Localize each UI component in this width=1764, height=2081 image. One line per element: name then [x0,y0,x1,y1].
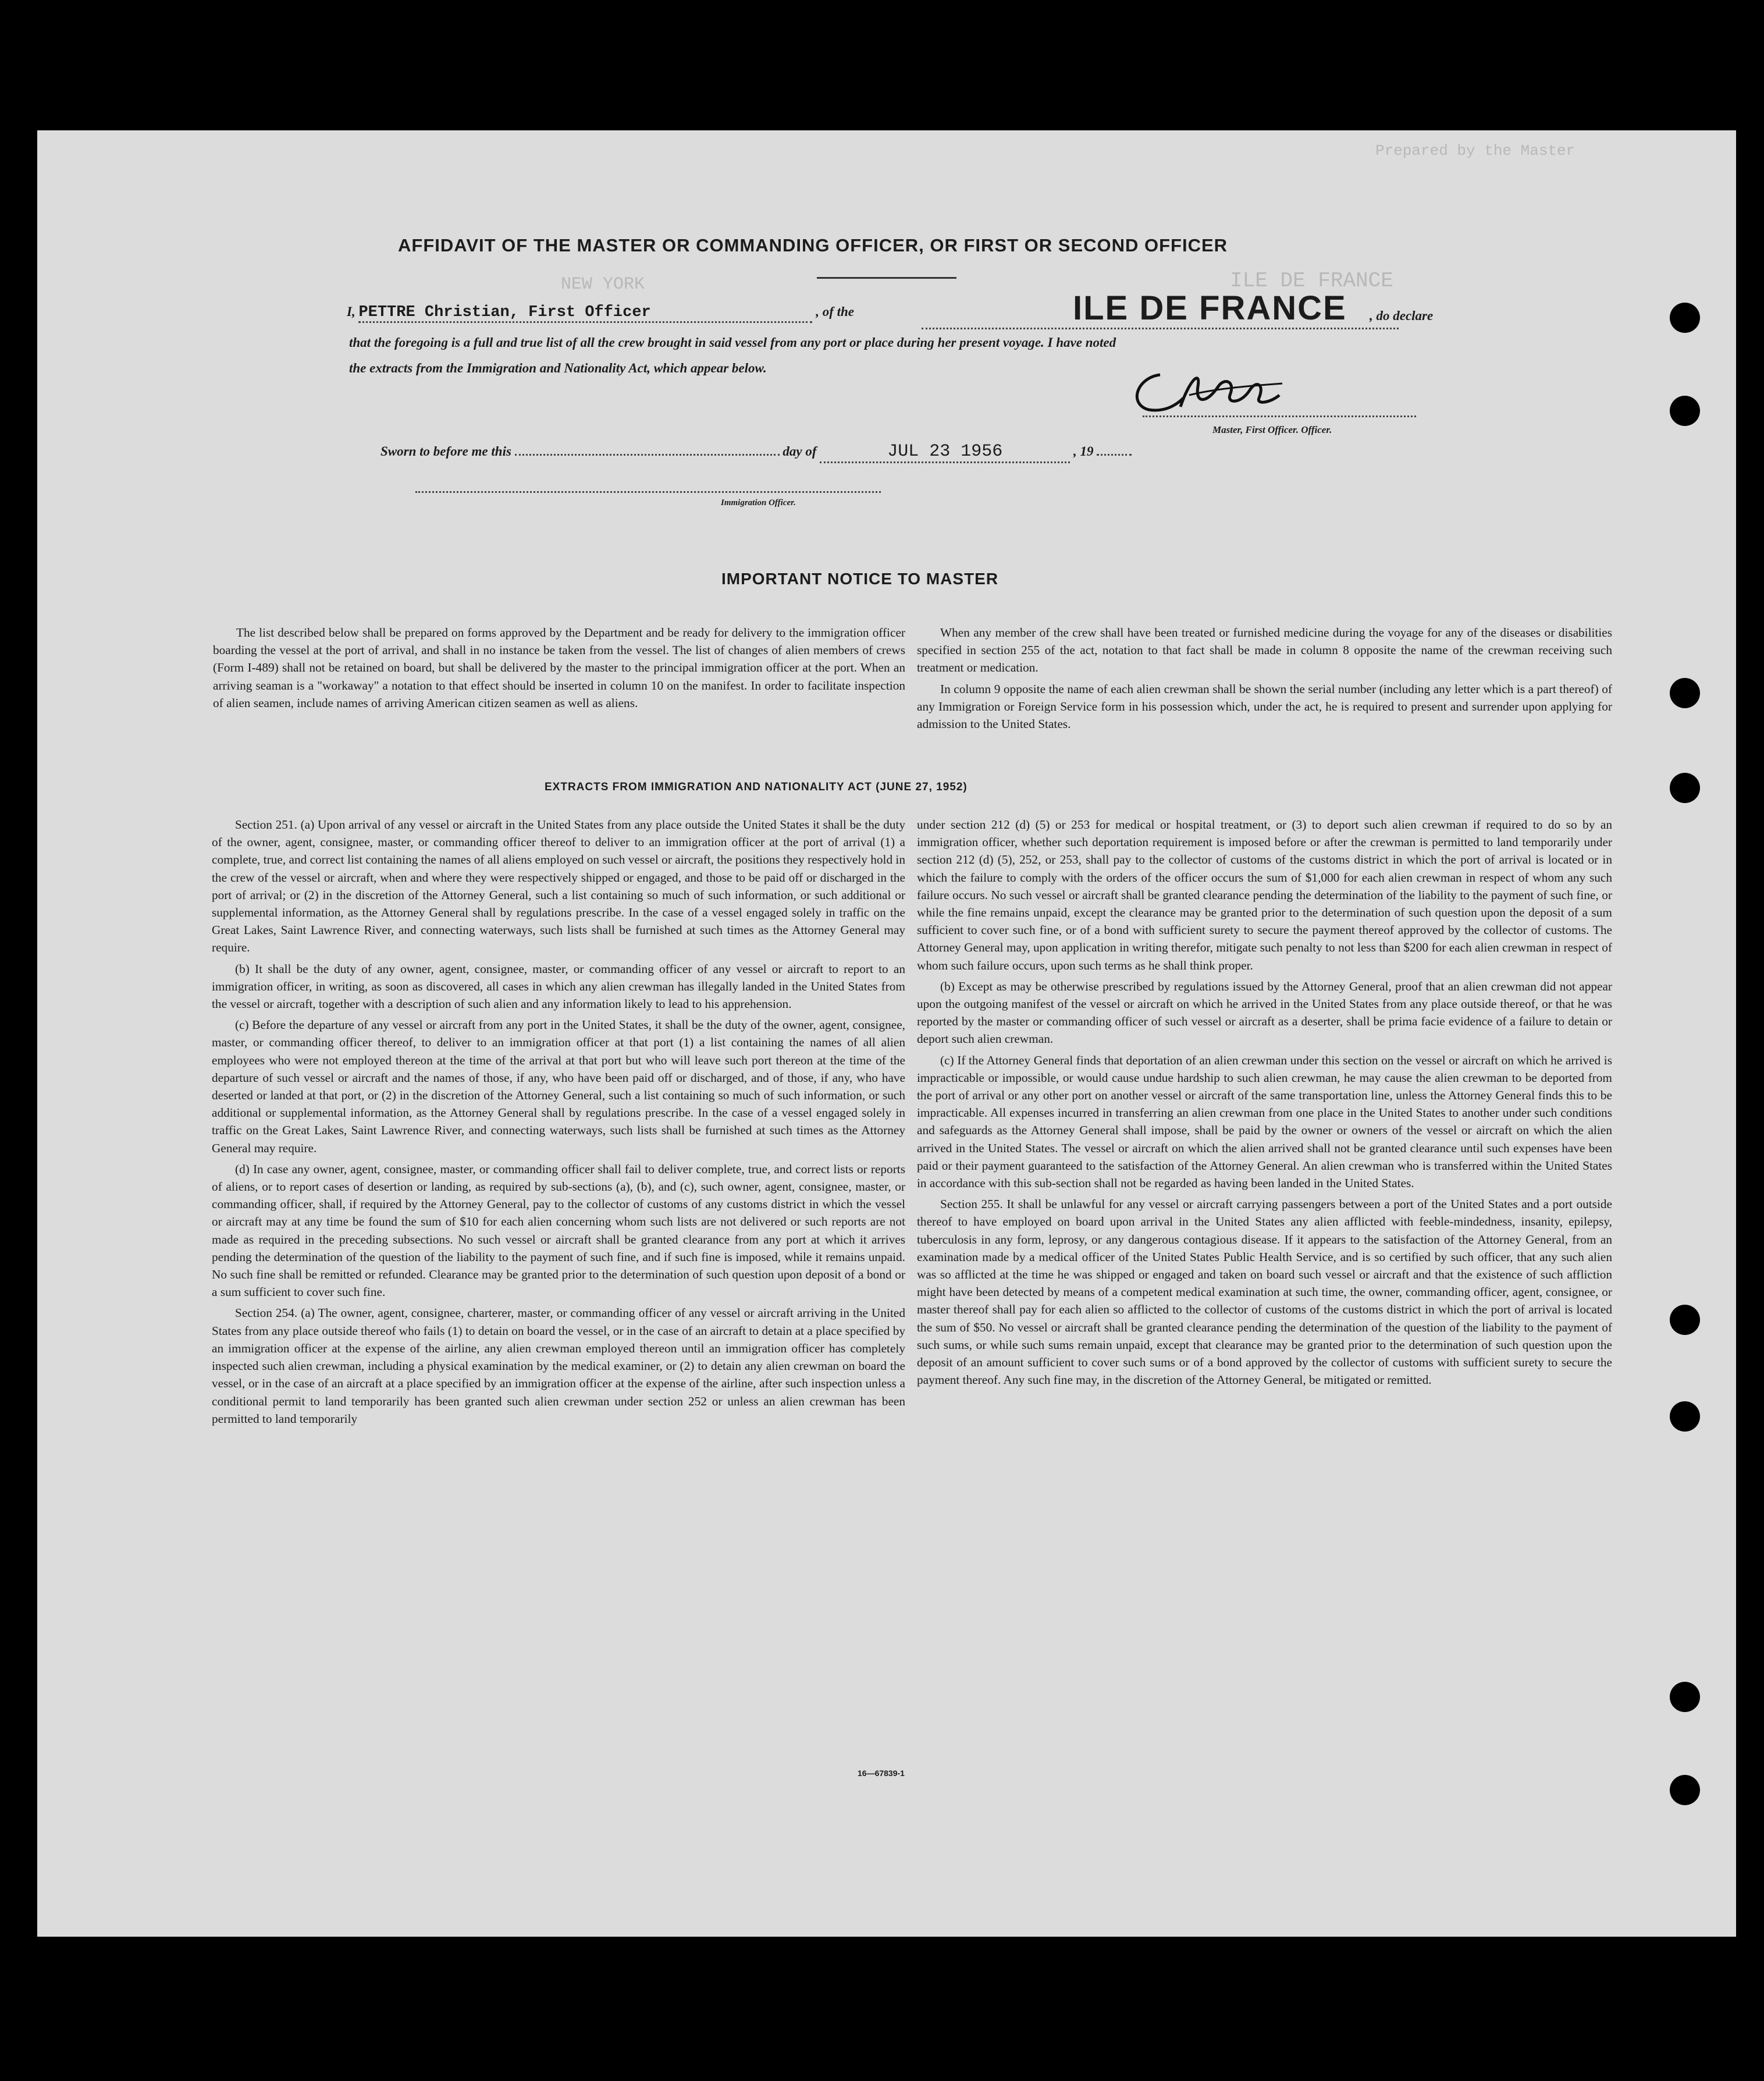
declaration-line-3: the extracts from the Immigration and Nationality Act, which appear below. [349,361,767,375]
extract-right-paragraph: Section 255. It shall be unlawful for any vessel or aircraft carrying passengers between a port of the United States and a port outside thereof to have employed on board upon arrival in the United States any alien afflicted with feeble-mindedness, insanity, epilepsy, tuberculosis in any form, leprosy, or any dangerous contagious disease. If it appears to the satisfaction of the Attorney General, from an examination made by a medical officer of the United States Public Health Service, and is so certified by such officer, that any such alien was so afflicted at the time he was shipped or engaged and taken on board such vessel or aircraft and that the existence of such affliction might have been detected by means of a competent medical examination at such time, the owner, commanding officer, agent, consignee, or master thereof shall pay for each alien so afflicted to the collector of customs of the customs district in which the port of arrival is located the sum of $50. No vessel or aircraft shall be granted clearance pending the determination of the question of the liability to the payment of such sums, or while such sums remain unpaid, except that clearance may be granted prior to the determination of such question upon the deposit of an amount sufficient to cover such sums or of a bond approved by the collector of customs with sufficient surety to secure the payment thereof. Any such fine may, in the discretion of the Attorney General, be mitigated or remitted. [917,1197,1612,1387]
immigration-officer-label: Immigration Officer. [721,498,796,507]
binder-hole [1670,1682,1700,1712]
immigration-officer-line [415,491,881,493]
document-sheet [37,130,1736,1937]
officer-signature [1125,363,1300,427]
extract-left-paragraph: Section 254. (a) The owner, agent, consignee, charterer, master, or commanding officer of any vessel or aircraft arriving in the United States from any place outside thereof who fails (1) to detain on board the vessel, or in the case of an aircraft to detain at a place specified by an immigration officer at the expense of the airline, any alien crewman employed thereon until an immigration officer has completely inspected such alien crewman, including a physical examination by the medical examiner, or (2) to detain any alien crewman on board the vessel, or in the case of an aircraft at a place specified by an immigration officer at the expense of the airline, after such inspection unless a conditional permit to land temporarily has been granted such alien crewman under section 252 or unless an alien crewman has been permitted to land temporarily [212,1306,905,1426]
extract-right-paragraph: (c) If the Attorney General finds that deportation of an alien crewman under this section on the vessel or aircraft on which he arrived is impracticable or impossible, or would cause undue hardship to such alien crewman, he may cause the alien crewman to be deported from the port of arrival or any other port on another vessel or aircraft of the same transportation line, unless the Attorney General finds this to be impracticable. All expenses incurred in transferring an alien crewman from one place in the United States to another under such conditions and safeguards as the Attorney General shall impose, shall be paid by the owner or owners of the vessel or aircraft on which the alien arrived in the United States. The vessel or aircraft on which the alien arrived shall not be granted clearance until such expenses have been paid or their payment guaranteed to the satisfaction of the Attorney General. An alien crewman who is transferred within the United States in accordance with this sub-section shall not be regarded as having been landed in the United States. [917,1053,1612,1191]
binder-hole [1670,678,1700,708]
form-number: 16—67839-1 [858,1769,905,1778]
day-of-label: day of [783,444,817,459]
extract-left-paragraph: (d) In case any owner, agent, consignee, master, or commanding officer shall fail to deliver complete, true, and correct lists or reports of aliens, or to report cases of desertion or landing, as required by sub-sections (a), (b), and (c), such owner, agent, consignee, master, or commanding officer, shall, if required by the Attorney General, pay to the collector of customs of any customs district in which the vessel or aircraft may at any time be found the sum of $10 for each alien concerning whom such lists are not delivered or such reports are not made as required in the preceding subsections. No such vessel or aircraft shall be granted clearance from any port at which it arrives pending the determination of the question of the liability to the payment of such fine, and if such fine is imposed, while it remains unpaid. No such fine shall be remitted or refunded. Clearance may be granted prior to the determination of such question upon deposit of a bond or a sum sufficient to cover such fine. [212,1162,905,1299]
bleed-through-ny: NEW YORK [561,275,645,294]
binder-hole [1670,396,1700,426]
declaration-line-2: that the foregoing is a full and true list of all the crew brought in said vessel from any port or place during her present voyage. I have noted [349,335,1116,350]
sworn-date: JUL 23 1956 [887,442,1003,461]
extract-left-paragraph: (b) It shall be the duty of any owner, agent, consignee, master, or commanding officer of any vessel or aircraft to report to an immigration officer, in writing, as soon as discovered, all cases in which any alien crewman has illegally landed in the United States from the vessel or aircraft, together with a description of such alien and any information likely to lead to his apprehension. [212,961,905,1011]
extracts-left-column [212,816,905,1431]
title-underline [817,277,956,279]
extract-right-paragraph: (b) Except as may be otherwise prescribed by regulations issued by the Attorney General, proof that an alien crewman did not appear upon the outgoing manifest of the vessel or aircraft on which he arrived in the United States from any place outside thereof, or that he was reported by the master or commanding officer of such vessel or aircraft as a deserter, shall be prima facie evidence of a failure to detain or deport such alien crewman. [917,979,1612,1046]
signature-title: Master, First Officer. Officer. [1212,424,1332,435]
notice-right-paragraph-2: In column 9 opposite the name of each alien crewman shall be shown the serial number (including any letter which is a part thereof) of any Immigration or Foreign Service form in his possession which, under the act, he is required to present and surrender upon applying for admission to the United States. [917,681,1612,731]
signature-line [1143,416,1416,417]
notice-left-column [213,624,905,715]
declaration-line-1 [347,304,854,323]
do-declare-label: , do declare [1370,308,1434,323]
of-the-label: , of the [816,304,855,319]
bleed-through-ship: ILE DE FRANCE [1230,269,1393,293]
extract-left-paragraph: Section 251. (a) Upon arrival of any vessel or aircraft in the United States from any place outside the United States it shall be the duty of the owner, agent, consignee, master, or commanding officer thereof to deliver to an immigration officer at the port of arrival (1) a complete, true, and correct list containing the names of all aliens employed on such vessel or aircraft, the positions they respectively hold in the crew of the vessel or aircraft, when and where they were respectively shipped or engaged, and those to be paid off or discharged in the port of arrival; or (2) in the discretion of the Attorney General, such a list containing so much of such information, or such additional or supplemental information, as the Attorney General shall by regulations prescribe. In the case of a vessel engaged solely in traffic on the Great Lakes, Saint Lawrence River, and connecting waterways, such lists shall be furnished at such times as the Attorney General may require. [212,818,905,955]
binder-hole [1670,303,1700,333]
notice-right-column [917,624,1612,736]
sworn-label: Sworn to before me this [380,444,511,459]
notice-right-paragraph-1: When any member of the crew shall have been treated or furnished medicine during the voyage for any of the diseases or disabilities specified in section 255 of the act, notation to that fact shall be made in column 8 opposite the name of the crewman receiving such treatment or medication. [917,626,1612,675]
binder-hole [1670,1305,1700,1335]
extract-right-paragraph: under section 212 (d) (5) or 253 for medical or hospital treatment, or (3) to deport such alien crewman if required to do so by an immigration officer, whether such deportation requirement is imposed before or after the crewman is permitted to land temporarily under section 212 (d) (5), 252, or 253, shall pay to the collector of customs of the customs district in which the port of arrival is located or in which the failure to comply with the orders of the officer occurs the sum of $1,000 for each alien crewman in respect of whom any such failure occurs. No such vessel or aircraft shall be granted clearance pending the determination of the liability to the payment of such fine, or while the fine remains unpaid, except the clearance may be granted prior to the determination of such question upon the deposit of a sum sufficient to cover such fine, or of a bond with sufficient surety to secure the payment thereof approved by the collector of customs. The Attorney General may, upon application in writing therefor, mitigate such penalty to not less than $200 for each alien crewman in respect of whom such failure occurs, upon such terms as he shall think proper. [917,818,1612,972]
extract-left-paragraph: (c) Before the departure of any vessel or aircraft from any port in the United States, it shall be the duty of the owner, agent, consignee, master, or commanding officer thereof, to deliver to an immigration officer at that port (1) a list containing the names of all alien employees who were not employed thereon at the time of the arrival at that port but who will leave such port thereon at the time of the departure of such vessel or aircraft and the names of those, if any, who have been paid off or discharged, and of those, if any, who have deserted or landed at that port, or (2) in the discretion of the Attorney General, such a list containing so much of such information, or such additional or supplemental information, as the Attorney General shall by regulations prescribe. In the case of a vessel engaged solely in traffic on the Great Lakes, Saint Lawrence River, and connecting waterways, such lists shall be furnished at such times as the Attorney General may require. [212,1018,905,1155]
binder-hole [1670,1401,1700,1432]
binder-hole [1670,1775,1700,1805]
pronoun: I, [347,304,355,319]
year-label: , 19 [1073,444,1094,459]
affidavit-title: AFFIDAVIT OF THE MASTER OR COMMANDING OFFICER, OR FIRST OR SECOND OFFICER [398,235,1228,255]
extracts-right-column [917,816,1612,1393]
notice-heading: IMPORTANT NOTICE TO MASTER [721,570,999,588]
sworn-line [380,442,1132,463]
officer-name-field [358,304,812,323]
binder-hole [1670,773,1700,803]
officer-name: PETTRE Christian, First Officer [358,304,651,321]
extracts-heading: EXTRACTS FROM IMMIGRATION AND NATIONALITY ACT (JUNE 27, 1952) [545,781,968,793]
bleed-through-top-right: Prepared by the Master [1375,142,1575,159]
vessel-name: ILE DE FRANCE [1073,289,1347,327]
notice-left-paragraph: The list described below shall be prepared on forms approved by the Department and be ready for delivery to the immigration officer boarding the vessel at the port of arrival, and shall in no instance be taken from the vessel. The list of changes of alien members of crews (Form I-489) shall not be retained on board, but shall be delivered by the master to the principal immigration officer at the port. When an arriving seaman is a "workaway" a notation to that effect should be inserted in column 10 on the manifest. In order to facilitate inspection of alien seamen, include names of arriving American citizen seamen as well as aliens. [213,626,905,710]
vessel-name-field [922,289,1399,329]
